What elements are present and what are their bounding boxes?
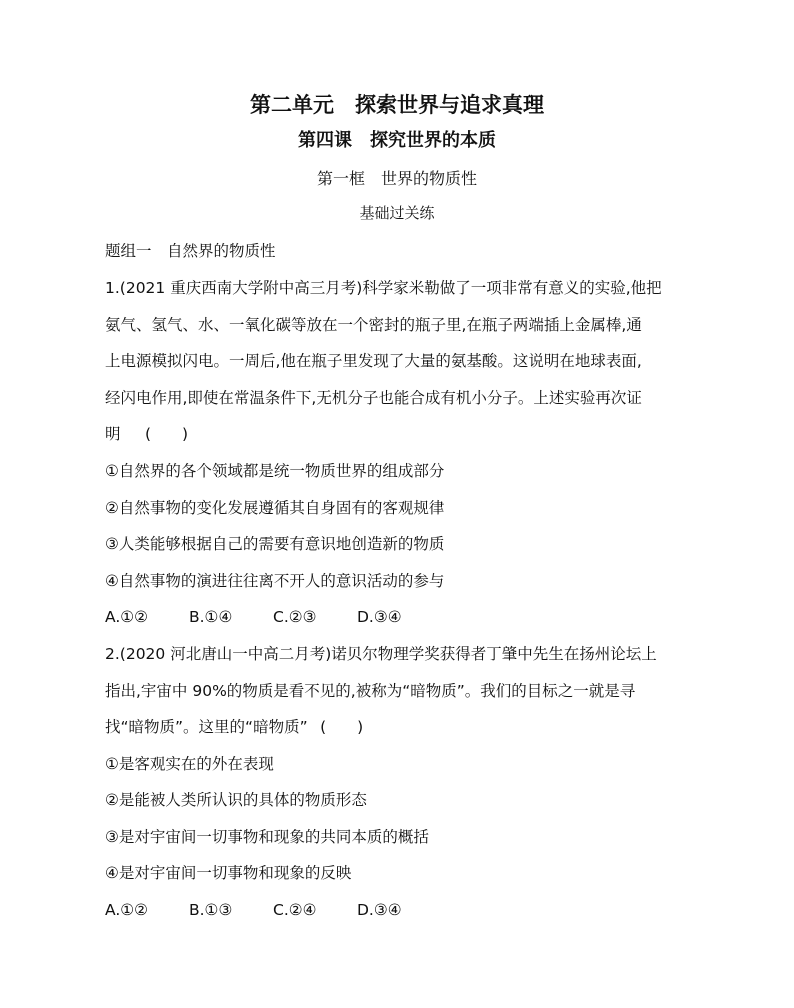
question-text-line: 经闪电作用,即使在常温条件下,无机分子也能合成有机小分子。上述实验再次证: [105, 389, 642, 407]
statement-item: ①是客观实在的外在表现: [105, 755, 274, 773]
option-d: D.③④: [357, 608, 402, 626]
practice-title: 基础过关练: [359, 204, 435, 222]
answer-options: [105, 898, 441, 922]
statement-item: ③是对宇宙间一切事物和现象的共同本质的概括: [105, 828, 429, 846]
statement-item: ④是对宇宙间一切事物和现象的反映: [105, 864, 352, 882]
group-heading: 题组一 自然界的物质性: [105, 242, 276, 260]
answer-blank: ( ): [144, 425, 189, 443]
lesson-title: 第四课 探究世界的本质: [298, 130, 496, 151]
option-b: B.①③: [189, 901, 233, 919]
question-text-end: 找“暗物质”。这里的“暗物质”: [105, 718, 308, 736]
option-c: C.②④: [273, 901, 317, 919]
statement-item: ①自然界的各个领域都是统一物质世界的组成部分: [105, 462, 445, 480]
question-text-end: 明: [105, 425, 121, 443]
unit-title: 第二单元 探索世界与追求真理: [250, 93, 544, 117]
option-d: D.③④: [357, 901, 402, 919]
option-c: C.②③: [273, 608, 317, 626]
question-text-line: 氨气、氢气、水、一氧化碳等放在一个密封的瓶子里,在瓶子两端插上金属棒,通: [105, 316, 642, 334]
section-title: 第一框 世界的物质性: [316, 169, 477, 188]
statement-item: ④自然事物的演进往往离不开人的意识活动的参与: [105, 572, 445, 590]
option-a: A.①②: [105, 901, 149, 919]
statement-item: ③人类能够根据自己的需要有意识地创造新的物质: [105, 535, 445, 553]
question-text-line: 1.(2021 重庆西南大学附中高三月考)科学家米勒做了一项非常有意义的实验,他把: [105, 279, 662, 297]
answer-blank: ( ): [320, 718, 364, 736]
statement-item: ②自然事物的变化发展遵循其自身固有的客观规律: [105, 499, 445, 517]
option-b: B.①④: [189, 608, 233, 626]
answer-options: [105, 605, 441, 629]
statement-item: ②是能被人类所认识的具体的物质形态: [105, 791, 367, 809]
question-text-line: 上电源模拟闪电。一周后,他在瓶子里发现了大量的氨基酸。这说明在地球表面,: [105, 352, 642, 370]
question-text-last-line: [105, 715, 705, 739]
option-a: A.①②: [105, 608, 149, 626]
question-text-last-line: [105, 422, 705, 446]
question-text-line: 2.(2020 河北唐山一中高二月考)诺贝尔物理学奖获得者丁肇中先生在扬州论坛上: [105, 645, 657, 663]
question-text-line: 指出,宇宙中 90%的物质是看不见的,被称为“暗物质”。我们的目标之一就是寻: [105, 682, 636, 700]
